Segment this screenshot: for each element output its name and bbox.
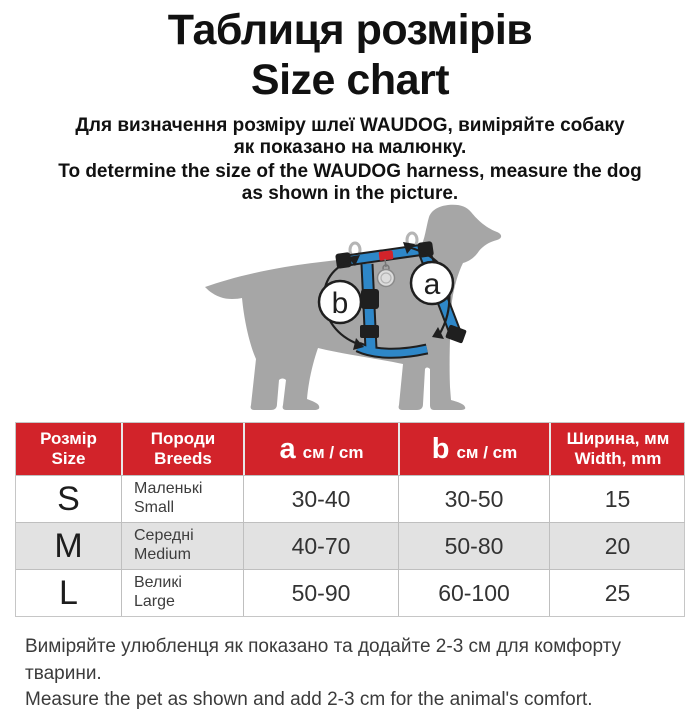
cell-breeds (121, 522, 243, 569)
header-breeds-ua: Породи (150, 429, 216, 449)
footer-note-en: Measure the pet as shown and add 2-3 cm for the animal's comfort. (25, 689, 593, 711)
dog-measurement-figure (175, 197, 525, 425)
header-size-en: Size (51, 449, 86, 468)
table-row-m (16, 522, 684, 569)
breed-ua: Середні (134, 527, 194, 545)
table-row-l (16, 569, 684, 616)
header-width-ua: Ширина, мм (566, 429, 670, 449)
cell-breeds (121, 569, 243, 616)
header-measure-a (243, 423, 398, 475)
page-title-ua: Таблиця розмірів (167, 6, 533, 54)
breed-en: Large (134, 593, 175, 610)
measure-a-label: a (423, 268, 441, 301)
size-table-header (16, 422, 684, 475)
cell-b: 50-80 (398, 522, 549, 569)
cell-a: 40-70 (243, 522, 398, 569)
header-width-en: Width, mm (574, 449, 662, 468)
header-breeds-en: Breeds (154, 449, 212, 468)
cell-width: 20 (549, 522, 685, 569)
cell-size: S (16, 475, 121, 522)
cell-b: 30-50 (398, 475, 549, 522)
cell-a: 30-40 (243, 475, 398, 522)
page-title-en: Size chart (250, 55, 450, 104)
header-size (16, 423, 121, 475)
cell-width: 15 (549, 475, 685, 522)
cell-size: L (16, 569, 121, 616)
dog-diagram-svg (175, 197, 525, 425)
footer-note (25, 634, 700, 714)
header-measure-b (398, 423, 549, 475)
intro-ua-line1: Для визначення розміру шлеї WAUDOG, виміряйте собаку (75, 114, 625, 136)
footer-note-ua: Виміряйте улюбленця як показано та додайте 2-3 см для комфорту тварини. (25, 636, 622, 684)
size-table (15, 422, 685, 617)
header-size-ua: Розмір (40, 429, 97, 449)
breed-ua: Маленькі (134, 480, 203, 498)
cell-a: 50-90 (243, 569, 398, 616)
brand-tag (379, 250, 394, 261)
intro-en-line2: as shown in the picture. (241, 183, 459, 205)
header-a-unit: см / cm (302, 442, 364, 462)
table-row-s (16, 475, 684, 522)
measure-b-label: b (331, 287, 349, 320)
cell-b: 60-100 (398, 569, 549, 616)
intro-text (0, 115, 700, 205)
breed-ua: Великі (134, 574, 182, 592)
header-width (549, 423, 685, 475)
header-b-letter: b (431, 432, 450, 465)
page-title (0, 0, 700, 106)
header-b-unit: см / cm (456, 442, 518, 462)
cell-size: M (16, 522, 121, 569)
intro-en-line1: To determine the size of the WAUDOG harness, measure the dog (58, 161, 642, 183)
header-a-letter: a (279, 432, 296, 465)
breed-en: Small (134, 499, 175, 516)
intro-ua-line2: як показано на малюнку. (233, 136, 467, 158)
cell-width: 25 (549, 569, 685, 616)
pendant-tag-icon (378, 270, 395, 287)
header-breeds (121, 423, 243, 475)
cell-breeds (121, 475, 243, 522)
breed-en: Medium (134, 546, 191, 563)
